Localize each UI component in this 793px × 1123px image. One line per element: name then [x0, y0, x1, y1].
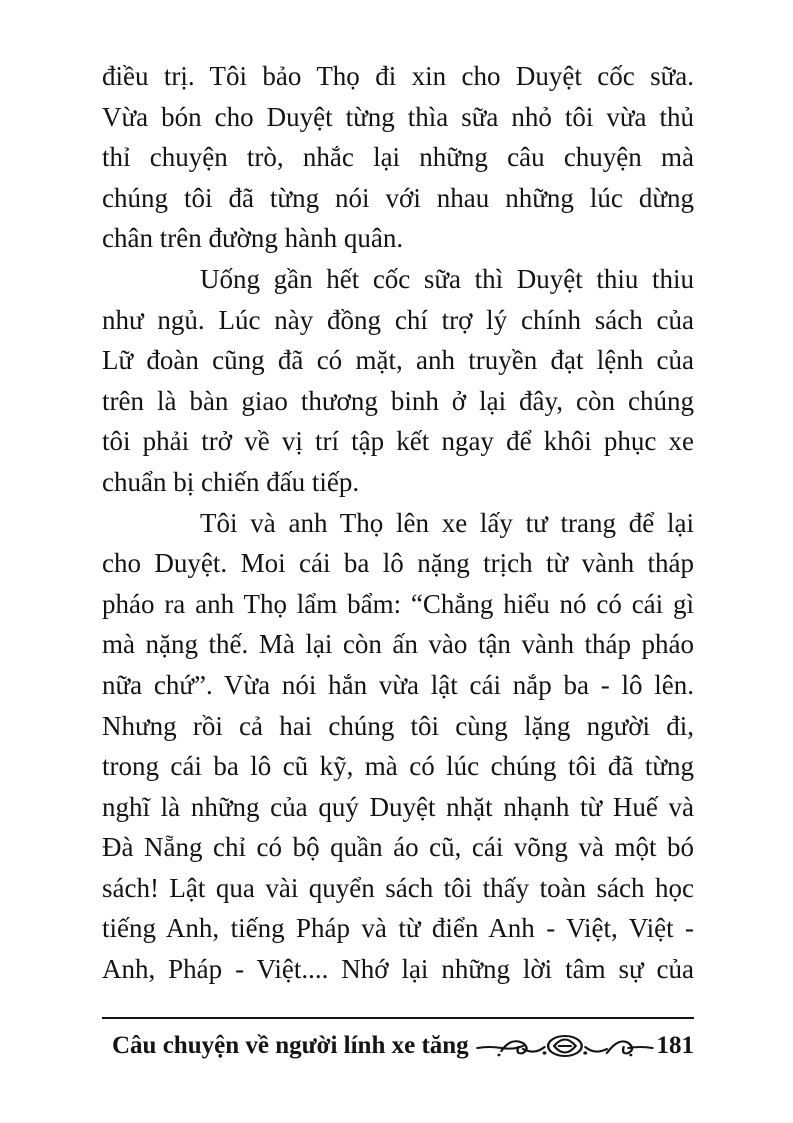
text-line-11: chuẩn bị chiến đấu tiếp.: [102, 466, 360, 497]
text-line-4: chúng tôi đã từng nói với nhau những lúc dừng: [102, 182, 694, 213]
text-line-19: nghĩ là những của quý Duyệt nhặt nhạnh từ Huế và: [102, 791, 694, 822]
text-line-13: cho Duyệt. Moi cái ba lô nặng trịch từ vành tháp: [102, 548, 694, 579]
text-line-1: điều trị. Tôi bảo Thọ đi xin cho Duyệt cốc sữa.: [102, 61, 694, 91]
footer-divider: [102, 1017, 694, 1019]
text-line-22: tiếng Anh, tiếng Pháp và từ điển Anh - Việt, Việt -: [102, 913, 694, 944]
text-line-23: Anh, Pháp - Việt.... Nhớ lại những lời tâm sự của: [102, 954, 694, 985]
text-line-10: tôi phải trở về vị trí tập kết ngay để khôi phục xe: [102, 426, 694, 457]
text-line-3: thỉ chuyện trò, nhắc lại những câu chuyện mà: [102, 142, 694, 173]
running-title: Câu chuyện về người lính xe tăng: [112, 1032, 469, 1059]
text-line-16: nữa chứ”. Vừa nói hắn vừa lật cái nắp ba - lô lên.: [102, 669, 694, 700]
text-line-7: như ngủ. Lúc này đồng chí trợ lý chính sách của: [102, 304, 694, 335]
text-line-17: Nhưng rồi cả hai chúng tôi cùng lặng người đi,: [102, 710, 694, 741]
text-line-8: Lữ đoàn cũng đã có mặt, anh truyền đạt lệnh của: [102, 345, 694, 376]
page-body: [102, 56, 694, 990]
text-line-15: mà nặng thế. Mà lại còn ấn vào tận vành tháp pháo: [102, 629, 694, 660]
text-line-2: Vừa bón cho Duyệt từng thìa sữa nhỏ tôi vừa thủ: [102, 101, 694, 132]
text-line-21: sách! Lật qua vài quyển sách tôi thấy toàn sách học: [102, 872, 694, 903]
text-line-14: pháo ra anh Thọ lẩm bẩm: “Chẳng hiểu nó có cái gì: [102, 588, 694, 619]
page-footer: [112, 1026, 694, 1066]
text-line-6: Uống gần hết cốc sữa thì Duyệt thiu thiu: [200, 263, 694, 294]
scroll-flourish-icon: [475, 1031, 655, 1061]
text-line-9: trên là bàn giao thương binh ở lại đây, còn chúng: [102, 385, 694, 416]
text-line-12: Tôi và anh Thọ lên xe lấy tư trang để lại: [200, 507, 694, 538]
page-number: 181: [656, 1032, 694, 1059]
text-line-20: Đà Nẵng chỉ có bộ quần áo cũ, cái võng và một bó: [102, 832, 694, 863]
text-line-18: trong cái ba lô cũ kỹ, mà có lúc chúng tôi đã từng: [102, 751, 694, 782]
text-line-5: chân trên đường hành quân.: [102, 223, 404, 254]
